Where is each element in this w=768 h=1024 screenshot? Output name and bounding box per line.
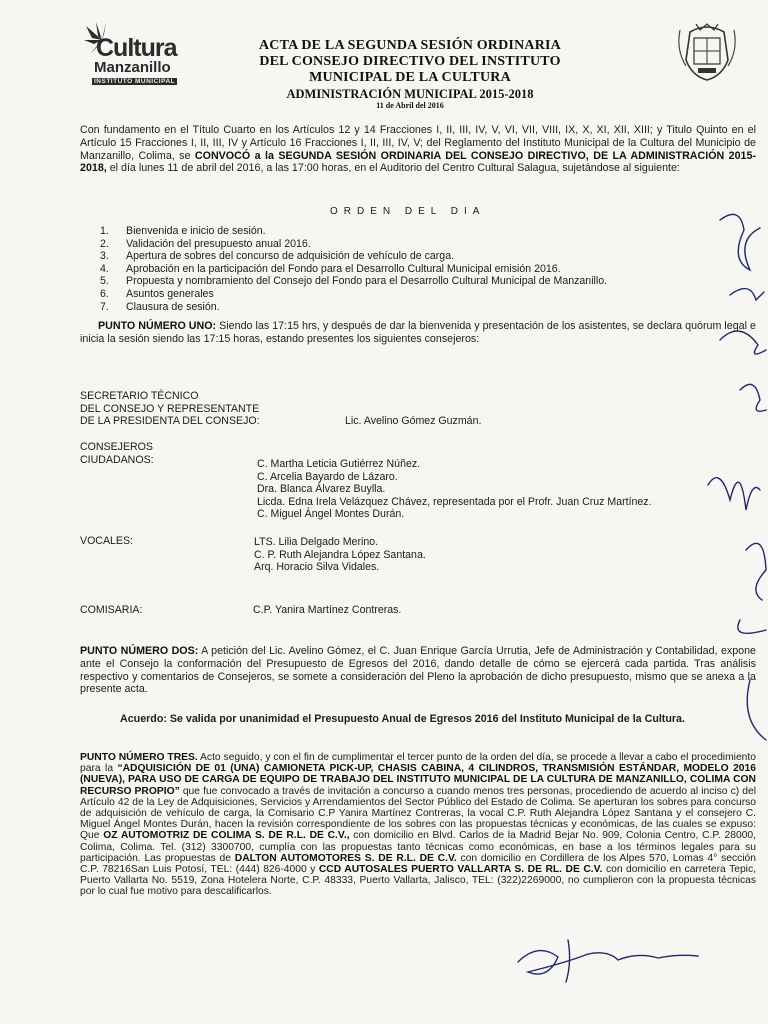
punto-dos-paragraph	[80, 645, 756, 696]
agenda-item-text: Bienvenida e inicio de sesión.	[126, 225, 266, 237]
punto-tres-text: que fue convocado a través de invitación a concurso a cuando menos tres personas, procediendo de acuerdo al inciso c) del Artículo 42 de la Ley de Adquisiciones, Servicios y Arrendamientos del Sector Público del Estado de Colima. Se aperturan los sobres para concurso de adquisición de vehículo de carga, la Comisario C.P Yanira Martínez Contreras, la vocal C.P. Ruth Alejandra López Santana y el consejero C. Miguel Ángel Montes Durán, hacen la revisión correspondiente de los sobres con las propuestas técnicas y económicas, de las cuales se expuso: Que	[80, 785, 756, 842]
signature-mark	[746, 543, 766, 600]
document-subtitle: ADMINISTRACIÓN MUNICIPAL 2015-2018	[286, 87, 534, 101]
consejero-name: C. Martha Leticia Gutiérrez Núñez.	[257, 458, 421, 470]
secretario-name: Lic. Avelino Gómez Guzmán.	[345, 415, 482, 427]
punto-tres-bold: OZ AUTOMOTRIZ DE COLIMA S. DE R.L. DE C.V.,	[103, 830, 350, 842]
secretario-label-line: DE LA PRESIDENTA DEL CONSEJO:	[80, 415, 260, 428]
document-date: 11 de Abril del 2016	[376, 101, 444, 110]
agenda-item-text: Asuntos generales	[126, 287, 214, 300]
title-line-1: ACTA DE LA SEGUNDA SESIÓN ORDINARIA	[259, 38, 561, 53]
agenda-item	[100, 238, 740, 251]
intro-paragraph	[80, 124, 756, 175]
vocales-label: VOCALES:	[80, 535, 133, 547]
agenda-heading: ORDEN DEL DIA	[330, 206, 486, 217]
agenda-item	[100, 275, 740, 288]
intro-text-2: el día lunes 11 de abril del 2016, a las 17:00 horas, en el Auditorio del Centro Cultural Salagua, sujetándose al siguiente:	[106, 162, 680, 175]
agenda-item-text: Apertura de sobres del concurso de adquisición de vehículo de carga.	[126, 250, 455, 263]
logo-city-text: Manzanillo	[94, 59, 171, 76]
consejero-name: C. Arcelia Bayardo de Lázaro.	[257, 470, 398, 483]
signature-mark	[730, 289, 764, 300]
agenda-item-text: Clausura de sesión.	[126, 300, 220, 313]
intro-text-1: Con fundamento en el Título Cuarto en los Artículos 12 y 14 Fracciones I, II, III, IV, V, VI, VII, VIII, IX, X, XI, XII, XIII; y Titulo Quinto en el Artículo 15 Fracciones I, II, III, IV y Artículo 16 Fracciones I, II, III, IV, V; del Reglamento del Instituto Municipal de la Cultura del Municipio de Manzanillo, Colima, se	[80, 124, 756, 162]
signature-mark	[720, 214, 760, 270]
signature-mark	[747, 680, 766, 740]
municipal-seal-icon	[672, 20, 742, 84]
punto-uno-paragraph	[80, 320, 756, 346]
punto-tres-text: con domicilio en Blvd. Carlos de la Madrid Bejar No. 909, Colonia Centro, C.P. 28000, Colima, Colima. Tel. (312) 3300700, cumplía con las propuestas tanto técnicas como económicas, en base a los términos legales para su participación. Las propuestas de	[80, 830, 757, 864]
punto-dos-text: A petición del Lic. Avelino Gómez, el C. Juan Enrique García Urrutia, Jefe de Administración y Contabilidad, expone ante el Consejo la conformación del Presupuesto de Egresos del 2016, dando detalle de cómo se ejercerá cada partida. Tras análisis respectivo y comentarios de Consejeros, se somete a consideración del Pleno la aprobación de dicho presupuesto, mismo que se anexa a la presente acta.	[80, 645, 757, 696]
punto-tres-bold: CCD AUTOSALES PUERTO VALLARTA S. DE RL. DE C.V.	[318, 864, 603, 876]
punto-tres-text: Acto seguido, y con el fin de cumplimentar el tercer punto de la orden del día, se procede a llevar a cabo el procedimiento para la	[80, 752, 756, 775]
punto-tres-label: PUNTO NÚMERO TRES.	[80, 752, 198, 763]
agenda-item-text: Propuesta y nombramiento del Consejo del Fondo para el Desarrollo Cultural Municipal de Manzanillo.	[126, 275, 608, 288]
secretario-label-line: DEL CONSEJO Y REPRESENTANTE	[80, 402, 260, 415]
agenda-item-number: 3.	[100, 250, 109, 263]
vocal-name: C. P. Ruth Alejandra López Santana.	[254, 548, 426, 561]
agenda-item-number: 6.	[100, 287, 109, 300]
agenda-item	[100, 263, 740, 276]
punto-dos-label: PUNTO NÚMERO DOS:	[80, 645, 199, 657]
title-line-3: MUNICIPAL DE LA CULTURA	[309, 70, 511, 85]
vocales-list	[254, 536, 654, 574]
signature-mark	[720, 331, 766, 354]
agenda-item-text: Aprobación en la participación del Fondo para el Desarrollo Cultural Municipal emisión 2016.	[126, 262, 561, 275]
agenda-item-number: 2.	[100, 237, 109, 250]
punto-tres-text: con domicilio en Cordillera de los Alpes 570, Lomas 4° sección C.P. 78216San Luis Potosí, TEL: (444) 826-4000 y	[80, 852, 757, 876]
logo-institute-text: INSTITUTO MUNICIPAL	[94, 78, 176, 85]
punto-tres-bold: “ADQUISICIÓN DE 01 (UNA) CAMIONETA PICK-UP, CHASIS CABINA, 4 CILINDROS, TRANSMISIÓN ESTÁNDAR, MODELO 2016 (NUEVA), PARA USO DE CARGA DE EQUIPO DE TRABAJO DEL INSTITUTO MUNICIPAL DE LA CULTURA DE MANZANILLO, COLIMA CON RECURSO PROPIO”	[80, 763, 756, 797]
consejeros-list	[257, 458, 737, 521]
agenda-item-number: 7.	[100, 300, 109, 313]
acuerdo-statement: Acuerdo: Se valida por unanimidad el Presupuesto Anual de Egresos 2016 del Instituto Municipal de la Cultura.	[120, 713, 685, 725]
agenda-item	[100, 250, 740, 263]
vocal-name: Arq. Horacio Silva Vidales.	[254, 561, 380, 574]
punto-tres-paragraph	[80, 752, 756, 898]
consejero-name: Licda. Edna Irela Velázquez Chávez, representada por el Profr. Juan Cruz Martínez.	[257, 495, 652, 508]
agenda-item-number: 1.	[100, 225, 109, 237]
agenda-item	[100, 301, 740, 314]
bottom-signature	[508, 932, 708, 992]
signature-mark	[740, 384, 766, 411]
signature-mark	[738, 620, 766, 633]
punto-uno-label: PUNTO NÚMERO UNO:	[98, 320, 217, 332]
agenda-list	[100, 225, 740, 313]
comisaria-label: COMISARIA:	[80, 604, 143, 616]
comisaria-name: C.P. Yanira Martínez Contreras.	[253, 604, 402, 616]
signature-mark	[708, 478, 760, 510]
cultura-manzanillo-logo	[80, 16, 180, 85]
signature-mark	[518, 951, 698, 974]
secretario-label	[80, 390, 330, 428]
document-title-block	[200, 38, 620, 111]
agenda-item-number: 5.	[100, 275, 109, 288]
logo-brand-text: Cultura	[96, 34, 177, 62]
vocal-name: LTS. Lilia Delgado Merino.	[254, 536, 379, 548]
intro-bold-text: CONVOCÓ a la SEGUNDA SESIÓN ORDINARIA DEL CONSEJO DIRECTIVO, DE LA ADMINISTRACIÓN 2015-2018,	[80, 149, 757, 175]
consejeros-label-line: CONSEJEROS	[80, 441, 153, 453]
title-line-2: DEL CONSEJO DIRECTIVO DEL INSTITUTO	[259, 54, 561, 69]
secretario-label-line: SECRETARIO TÉCNICO	[80, 390, 199, 402]
consejero-name: C. Miguel Ángel Montes Durán.	[257, 508, 405, 521]
agenda-item-number: 4.	[100, 262, 109, 275]
punto-tres-bold: DALTON AUTOMOTORES S. DE R.L. DE C.V.	[234, 852, 457, 864]
agenda-item	[100, 288, 740, 301]
punto-tres-text: con domicilio en carretera Tepic, Puerto Vallarta No. 5519, Zona Hotelera Norte, C.P. 48333, Puerto Vallarta, Jalisco, TEL: (322)2269000, no cumplieron con la propuesta técnicas por lo cual fue motivo para descalificarlos.	[80, 864, 756, 898]
agenda-item-text: Validación del presupuesto anual 2016.	[126, 237, 311, 250]
punto-uno-text: Siendo las 17:15 hrs, y después de dar la bienvenida y presentación de los asistentes, se declara quórum legal e inicia la sesión siendo las 17:15 horas, estando presentes los siguientes consejeros:	[80, 320, 756, 345]
consejeros-label-line: CIUDADANOS:	[80, 453, 154, 466]
margin-signatures	[700, 200, 768, 800]
agenda-item	[100, 225, 740, 238]
consejero-name: Dra. Blanca Álvarez Buylla.	[257, 483, 386, 496]
